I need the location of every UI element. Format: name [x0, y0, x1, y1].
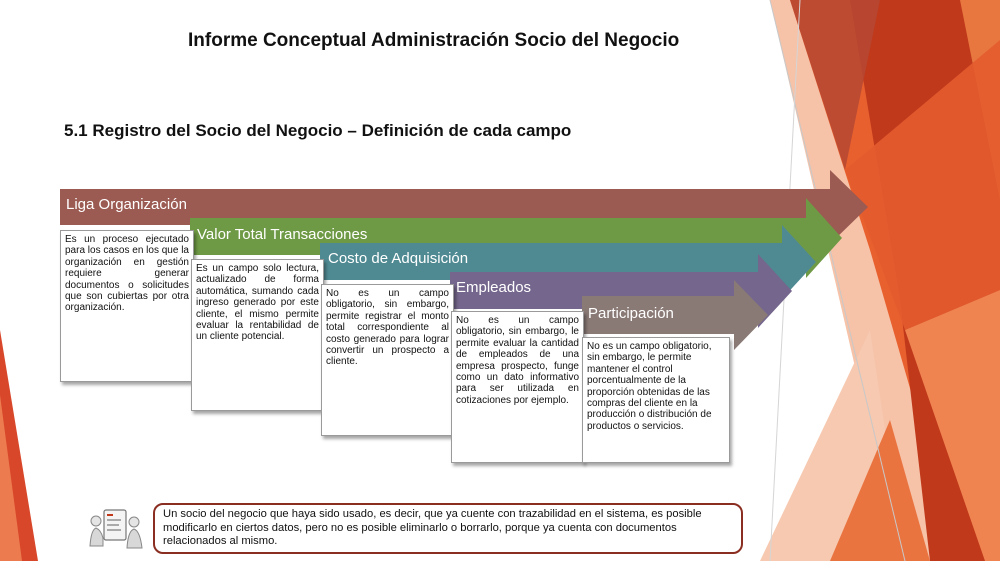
step-2-label: Valor Total Transacciones [197, 226, 368, 243]
step-2-description: Es un campo solo lectura, actualizado de forma automática, sumando cada ingreso generado por este cliente, el mismo permite evaluar la rentabilidad de un cliente potencial. [191, 259, 324, 411]
note-text: Un socio del negocio que haya sido usado, es decir, que ya cuente con trazabilidad en el sistema, es posible modificarlo en ciertos datos, pero no es posible eliminarlo o borrarlo, porque ya cuenta con documentos relacionados al mismo. [163, 508, 702, 548]
slide-subtitle: 5.1 Registro del Socio del Negocio – Definición de cada campo [64, 121, 572, 140]
step-4-description: No es un campo obligatorio, sin embargo, le permite evaluar la cantidad de empleados de una empresa prospecto, funge como un dato informativo para ser utilizada en cotizaciones por ejemplo. [451, 311, 584, 463]
step-4-label: Empleados [456, 279, 532, 296]
step-1-label: Liga Organización [66, 196, 187, 213]
slide-title: Informe Conceptual Administración Socio del Negocio [188, 30, 680, 51]
presenter-with-board-icon [88, 508, 144, 552]
step-5-label: Participación [588, 305, 674, 322]
step-3-label: Costo de Adquisición [328, 250, 469, 267]
step-3-description: No es un campo obligatorio, sin embargo, permite registrar el monto total correspondiente al costo generado para lograr convertir un prospecto a cliente. [321, 284, 454, 436]
note-callout [153, 503, 743, 554]
step-5-description: No es un campo obligatorio, sin embargo, le permite mantener el control porcentualmente de la proporción obtenidas de las compras del cliente en la producción o distribución de productos o servicios. [582, 337, 730, 463]
step-1-description: Es un proceso ejecutado para los casos en los que la organización en gestión requiere generar documentos o solicitudes que son cubiertas por otra organización. [60, 230, 194, 382]
